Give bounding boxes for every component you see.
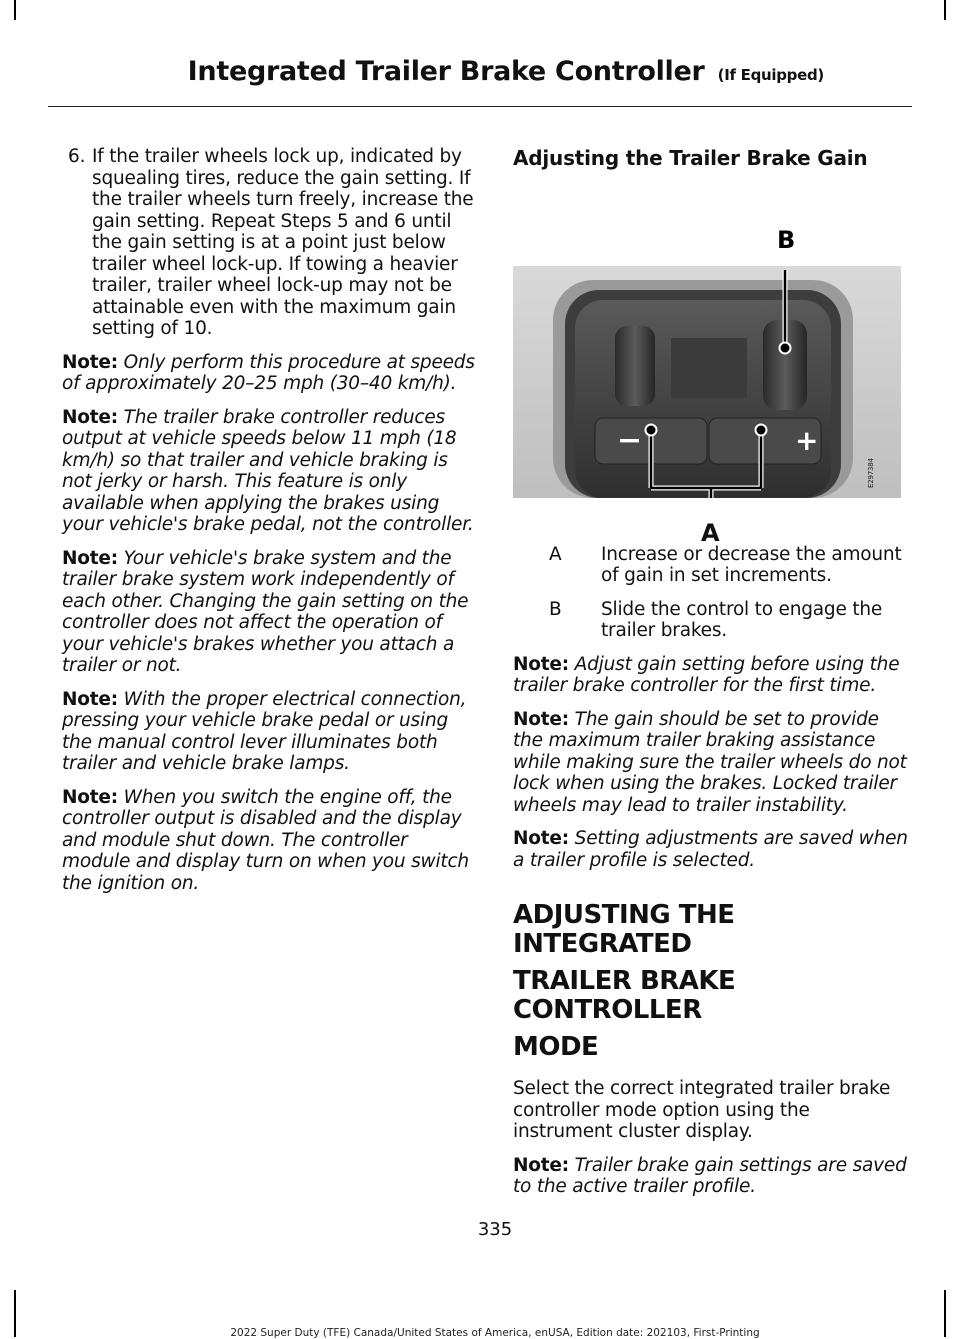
controller-illustration <box>513 188 901 498</box>
note-label: Note: <box>513 708 569 730</box>
left-slider-knob <box>615 326 655 406</box>
plus-symbol: + <box>795 423 819 457</box>
mode-heading <box>513 901 908 1062</box>
left-column <box>62 146 476 906</box>
note <box>513 709 908 817</box>
note-label: Note: <box>62 547 118 569</box>
note-text: Your vehicle's brake system and the trailer brake system work independently of each other. Changing the gain setting on the controller does not affect the operation of your vehicle's brakes whether you attach a trailer or not. <box>62 547 469 676</box>
minus-symbol: − <box>617 422 642 458</box>
mode-heading-line: MODE <box>513 1032 599 1062</box>
note-label: Note: <box>513 828 569 849</box>
note-text: Trailer brake gain settings are saved to the active trailer profile. <box>513 1154 907 1197</box>
note-text: Adjust gain setting before using the trailer brake controller for the first time. <box>513 653 900 696</box>
header-divider <box>48 106 912 107</box>
legend-row <box>513 599 908 642</box>
note-label: Note: <box>62 786 118 808</box>
callout-b-label: B <box>777 225 796 254</box>
note-text: The trailer brake controller reduces output at vehicle speeds below 11 mph (18 km/h) so that trailer and vehicle braking is not jerky or harsh. This feature is only available when applying the brakes using your vehicle's brake pedal, not the controller. <box>62 406 474 535</box>
note-text: Only perform this procedure at speeds of approximately 20–25 mph (30–40 km/h). <box>62 351 475 394</box>
note <box>62 689 476 775</box>
legend-key: A <box>549 543 562 565</box>
legend-key: B <box>549 598 562 620</box>
footer-edition: 2022 Super Duty (TFE) Canada/United States of America, enUSA, Edition date: 202103, First-Printing <box>230 1327 760 1339</box>
note-text: With the proper electrical connection, pressing your vehicle brake pedal or using the manual control lever illuminates both trailer and vehicle brake lamps. <box>62 688 467 774</box>
note-label: Note: <box>513 1154 569 1176</box>
crop-mark <box>14 0 16 20</box>
mode-heading-line: ADJUSTING THE INTEGRATED <box>513 900 735 959</box>
note <box>62 352 476 395</box>
callout-b-dot <box>780 342 791 353</box>
note-text: When you switch the engine off, the controller output is disabled and the display and module shut down. The controller module and display turn on when you switch the ignition on. <box>62 786 469 894</box>
note <box>513 1155 908 1198</box>
note-label: Note: <box>62 351 118 373</box>
crop-mark <box>944 0 946 20</box>
note-label: Note: <box>62 688 118 710</box>
legend-description: Slide the control to engage the trailer brakes. <box>601 598 883 641</box>
note <box>513 654 908 697</box>
body-paragraph: Select the correct integrated trailer brake controller mode option using the instrument cluster display. <box>513 1078 891 1142</box>
section-heading: Adjusting the Trailer Brake Gain <box>513 146 868 170</box>
mode-heading-line: TRAILER BRAKE CONTROLLER <box>513 966 736 1025</box>
right-column <box>513 146 908 1210</box>
page-number: 335 <box>477 1219 513 1240</box>
note <box>62 548 476 677</box>
page-header-title <box>188 56 824 87</box>
callout-a-dot-minus <box>646 424 657 435</box>
step-number: 6. <box>68 146 86 167</box>
note <box>513 828 908 871</box>
center-plate <box>671 338 747 398</box>
step-text: If the trailer wheels lock up, indicated by squealing tires, reduce the gain setting. If the trailer wheels turn freely, increase the gain setting. Repeat Steps 5 and 6 until the gain setting is at a point just below trailer wheel lock-up. If towing a heavier trailer, trailer wheel lock-up may not be attainable even with the maximum gain setting of 10. <box>92 146 474 339</box>
note-text: Setting adjustments are saved when a trailer profile is selected. <box>513 828 908 871</box>
step-item <box>62 146 476 340</box>
trailer-brake-controller-figure <box>513 188 901 547</box>
header-subtitle: (If Equipped) <box>717 66 824 84</box>
callout-a-dot-plus <box>756 424 767 435</box>
note-label: Note: <box>513 653 569 675</box>
callout-a-label: A <box>701 518 720 547</box>
header-title-text: Integrated Trailer Brake Controller <box>187 56 705 87</box>
legend-description: Increase or decrease the amount of gain in set increments. <box>601 543 902 586</box>
note <box>62 407 476 536</box>
note-text: The gain should be set to provide the maximum trailer braking assistance while making sure the trailer wheels do not lock when using the brakes. Locked trailer wheels may lead to trailer instability. <box>513 708 907 816</box>
note-label: Note: <box>62 406 118 428</box>
legend-row <box>513 544 908 587</box>
image-code: E297384 <box>867 457 875 488</box>
note <box>62 787 476 895</box>
